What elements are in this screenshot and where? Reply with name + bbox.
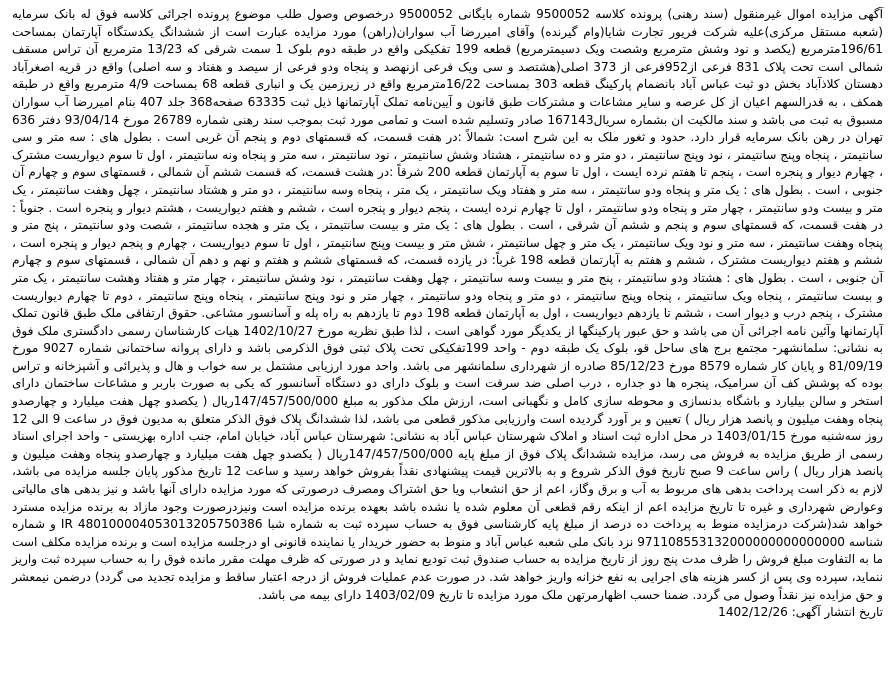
publication-line xyxy=(12,604,883,622)
notice-body-text: آگهی مزایده اموال غیرمنقول (سند رهنی) پرونده کلاسه 9500052 شماره بایگانی 9500052 درخصوص وصول طلب موضوع پرونده اجرائی کلاسه فوق له بانک سرمایه (شعبه مستقل مرکزی)علیه شرکت فریور تجارت شایا(وام گیرنده) وآقای امیررضا آب سواران(راهن) مورد مزایده عبارت است از ششدانگ یکدستگاه آپارتمان بمساحت 196/61مترمربع (یکصد و نود وشش مترمربع وشصت ویک دسیمترمربع) قطعه 199 تفکیکی واقع در طبقه دوم بلوک 1 سمت شرقی که 13/23 مترمربع آن تراس مسقف شمالی است تحت پلاک 831 فرعی از952فرعی از 373 اصلی(هشتصد و سی ویک فرعی ازنهصد و پنجاه ودو فرعی از سیصد و هفتاد و سه اصلی) واقع در قریه اصغرآباد دهستان کلاذآباد بخش دو ثبت عباس آباد بانضمام پارکینگ قطعه 303 بمساحت 16/22مترمربع واقع در زیرزمین یک و انباری قطعه 68 بمساحت 4/9 مترمربع واقع در طبقه همکف ، به قدرالسهم اعیان از کل عرصه و سایر مشاعات و مشترکات طبق قانون و آیین‌نامه تملک آپارتمانها ذیل ثبت 63335 صفحه368 جلد 407 بنام امیررضا آب سواران مسبوق به ثبت می باشد و سند مالکیت ان بشماره سریال167143 صادر وتسلیم شده است و تمامی مورد ثبت بموجب سند رهنی شماره 26789 مورخ 93/04/14 دفتر 636 تهران در رهن بانک سرمایه قرار دارد. حدود و ثغور ملک به این شرح است: شمالاً :در هفت قسمت، که قسمتهای دوم و پنجم آن غربی است . بطول های : سه متر و سی سانتیمتر ، پنجاه وپنج سانتیمتر ، نود وپنج سانتیمتر ، دو متر و ده سانتیمتر ، هشتاد وشش سانتیمتر ، نود سانتیمتر ، سه متر و پنجاه ونه سانتیمتر ، اول تا سوم دیواریست مشترک ، چهارم دیوار و پنجره است ، پنجم تا هفتم نرده ایست ، اول تا سوم به آپارتمان قطعه 200 شرقاً :در هشت قسمت، که قسمت ششم آن شمالی ، قسمتهای سوم و چهارم آن جنوبی ، است . بطول های : یک متر و پنجاه ودو سانتیمتر ، سه متر و هفتاد ویک سانتیمتر ، یک متر ، پنجاه وسه سانتیمتر ، دو متر و هشتاد سانتیمتر ، چهل وهفت سانتیمتر ، یک متر و بیست ودو سانتیمتر ، چهار متر و پنجاه ودو سانتیمتر ، اول تا چهارم نرده ایست ، پنجم دیوار و پنجره است ، ششم و هفتم دیواریست ، هشتم دیوار و پنجره است . جنوباً : در هفت قسمت، که قسمتهای سوم و پنجم و ششم آن شرقی ، است . بطول های : یک متر و بیست سانتیمتر ، یک متر و هجده سانتیمتر ، شصت ودو سانتیمتر ، پنج متر و پنجاه وهفت سانتیمتر ، سه متر و نود ویک سانتیمتر ، یک متر و چهل سانتیمتر ، شش متر و بیست وپنج سانتیمتر ، اول تا سوم دیواریست ، چهارم و پنجم دیوار و پنجره است ، ششم و هفتم دیواریست مشترک ، ششم و هفتم به آپارتمان قطعه 198 غرباً: در یازده قسمت، که قسمتهای ششم و هفتم و نهم و دهم آن شمالی ، قسمتهای سوم و چهارم آن جنوبی ، است . بطول های : هشتاد ودو سانتیمتر ، پنج متر و بیست وسه سانتیمتر ، چهل وهفت سانتیمتر ، نود وشش سانتیمتر ، چهار متر و هفتاد وهشت سانتیمتر ، یک متر و بیست سانتیمتر ، پنجاه ویک سانتیمتر ، پنجاه وپنج سانتیمتر ، دو متر و پنجاه ودو سانتیمتر ، چهار متر و نود وپنج سانتیمتر ، پنجاه وپنج سانتیمتر ، دوم تا چهارم دیواریست مشترک ، پنجم درب و دیوار است ، ششم تا یازدهم دیواریست ، اول به آپارتمان قطعه 198 دوم تا یازدهم به راه پله و آسانسور مشاعی. حقوق ارتفاقی ملک طبق قانون تملک آپارتمانها وآئین نامه اجرائی آن می باشد و حق عبور پارکینگها از یکدیگر مورد گواهی است ، لذا طبق نظریه مورخ 1402/10/27 هیات کارشناسان رسمی دادگستری ملک فوق به نشانی: سلمانشهر- مجتمع برج های ساحل قو، بلوک یک طبقه دوم - واحد 199تفکیکی تحت پلاک ثبتی فوق الذکرمی باشد و دارای پروانه ساختمانی شماره 9027 مورخ 81/09/19 و پایان کار شماره 8579 مورخ 85/12/23 صادره از شهرداری سلمانشهر می باشد. واحد مورد ارزیابی مشتمل بر سه خواب و هال و پذیرائی و آشپزخانه و تراس بوده که پوشش کف آن سرامیک، پنجره ها دو جداره ، درب اصلی ضد سرقت است و بلوک دارای دو دستگاه آسانسور که یکی به صورت باربر و مشاعات ساختمان دارای استخر و سالن بیلیارد و باشگاه بدنسازی و محوطه سازی کامل و نگهبانی است، ارزش ملک مذکور به مبلغ 147/457/500/000ریال ( یکصدو چهل هفت میلیارد و چهارصدو پنجاه وهفت میلیون و پانصد هزار ریال ) تعیین و بر آورد گردیده است وارزیابی مذکور قطعی می باشد، لذا ششدانگ پلاک فوق الذکر متعلق به مدیون فوق در ساعت 9 الی 12 روز سه‌شنبه مورخ 1403/01/15 در محل اداره ثبت اسناد و املاک شهرستان عباس آباد به نشانی: شهرستان عباس آباد، خیابان امام، جنب اداره بهزیستی - واحد اجرای اسناد رسمی از طریق مزایده به فروش می رسد، مزایده ششدانگ پلاک فوق از مبلغ پایه 147/457/500/000ریال ( یکصدو چهل هفت میلیارد و چهارصدو پنجاه وهفت میلیون و پانصد هزار ریال ) راس ساعت 9 صبح تاریخ فوق الذکر شروع و به بالاترین قیمت پیشنهادی نقداً بفروش خواهد رسید و ساعت 12 تاریخ مذکور پایان جلسه مزایده می باشد، لازم به ذکر است پرداخت بدهی های مربوط به آب و برق وگاز، اعم از حق انشعاب ویا حق اشتراک ومصرف درصورتی که مورد مزایده دارای آنها باشد و نیز بدهی های مالیاتی وعوارض شهرداری و غیره تا تاریخ مزایده اعم از اینکه رقم قطعی آن معلوم شده یا نشده باشد بعهده برنده مزایده است ونیزدرصورت وجود مازاد به برنده مزایده مسترد خواهد شد(شرکت درمزایده منوط به پرداخت ده درصد از مبلغ پایه کارشناسی فوق به حساب سپرده ثبت به شماره شبا 480100004053013205750386 IR و شماره شناسه 971108553132000000000000000 نزد بانک ملی شعبه عباس آباد و منوط به حضور خریدار یا نماینده قانونی او درجلسه مزایده است و برنده مزایده مکلف است ما به التفاوت مبلغ فروش را ظرف مدت پنج روز از تاریخ مزایده به حساب صندوق ثبت تودیع نماید و در صورتی که ظرف مهلت مقرر مانده فوق را به حساب سپرده ثبت واریز ننماید، سپرده وی پس از کسر هزینه های اجرایی به نفع خزانه واریز خواهد شد. در صورت عدم عملیات فروش از درجه اعتبار ساقط و مزایده تجدید می گردد) درضمن نیمعشر و حق مزایده نیز نقداً وصول می گردد. ضمنا حسب اظهارمرتهن ملک مورد مزایده تا تاریخ 1403/02/09 دارای بیمه می باشد. xyxy=(12,7,884,602)
publication-date: 1402/12/26 xyxy=(718,605,788,620)
publication-label: تاریخ انتشار آگهی: xyxy=(791,605,883,620)
